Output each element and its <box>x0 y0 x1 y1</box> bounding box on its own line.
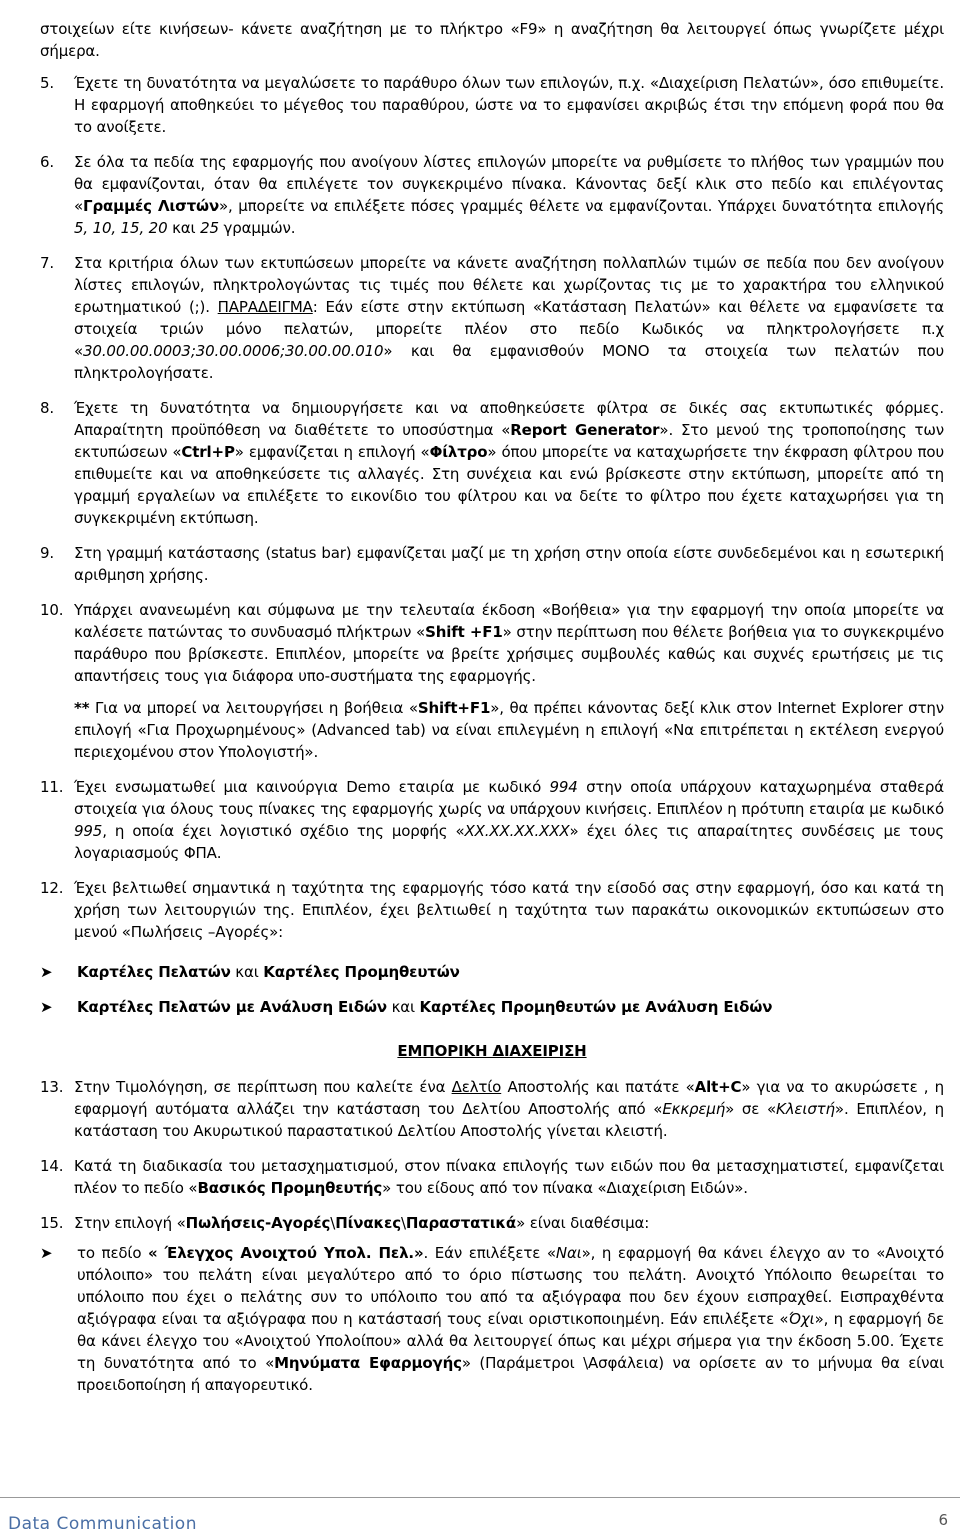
list-item-6 <box>40 151 944 239</box>
item-number: 11. <box>40 778 64 796</box>
list-item-12 <box>40 877 944 943</box>
item-text: Στα κριτήρια όλων των εκτυπώσεων μπορείτε να κάνετε αναζήτηση πολλαπλών τιμών σε πεδία που δεν ανοίγουν λίστες επιλογών, πληκτρολογώντας τις τιμές που θέλετε και χωρίζοντας τις με το χαρακτήρα του ελληνικού ερωτηματικού (;). ΠΑΡΑΔΕΙΓΜΑ: Εάν είστε στην εκτύπωση «Κατάσταση Πελατών» και θέλετε να εμφανίσετε τα στοιχεία τριών μόνο πελατών, μπορείτε πλέον στο πεδίο Κωδικός να πληκτρολογήσετε π.χ «30.00.00.0003;30.00.0006;30.00.00.010» και θα εμφανισθούν ΜΟΝΟ τα στοιχεία των πελατών που πληκτρολογήσατε. <box>74 254 944 382</box>
item-number: 13. <box>40 1078 64 1096</box>
item-number: 8. <box>40 399 55 417</box>
item-number: 14. <box>40 1157 64 1175</box>
list-item-8 <box>40 397 944 529</box>
footer-title: Data Communication <box>8 1514 197 1534</box>
item-number: 15. <box>40 1214 64 1232</box>
item-text: Στην Τιμολόγηση, σε περίπτωση που καλείτε ένα Δελτίο Αποστολής και πατάτε «Alt+C» για να το ακυρώσετε , η εφαρμογή αυτόματα αλλάζει την κατάσταση του Δελτίου Αποστολής από «Εκκρεμή» σε «Κλειστή». Επιπλέον, η κατάσταση του Ακυρωτικού παραστατικού Δελτίου Αποστολής γίνεται κλειστή. <box>74 1078 945 1140</box>
bullet-text: Καρτέλες Πελατών με Ανάλυση Ειδών και Καρτέλες Προμηθευτών με Ανάλυση Ειδών <box>77 998 773 1016</box>
item-number: 12. <box>40 879 64 897</box>
item-number: 9. <box>40 544 55 562</box>
item-number: 7. <box>40 254 55 272</box>
continuation-paragraph: στοιχείων είτε κινήσεων- κάνετε αναζήτηση με το πλήκτρο «F9» η αναζήτηση θα λειτουργεί όπως γνωρίζετε μέχρι σήμερα. <box>40 20 944 60</box>
page-content <box>40 18 944 1409</box>
item-number: 5. <box>40 74 55 92</box>
item-text: Κατά τη διαδικασία του μετασχηματισμού, στον πίνακα επιλογής των ειδών που θα μετασχηματιστεί, εμφανίζεται πλέον το πεδίο «Βασικός Προμηθευτής» του είδους από τον πίνακα «Διαχείριση Ειδών». <box>74 1157 944 1197</box>
arrow-bullet-icon: ➤ <box>40 1244 53 1262</box>
item-text: Έχετε τη δυνατότητα να μεγαλώσετε το παράθυρο όλων των επιλογών, π.χ. «Διαχείριση Πελατών», όσο επιθυμείτε. Η εφαρμογή αποθηκεύει το μέγεθος του παραθύρου, ώστε να το εμφανίσει ακριβώς έτσι την επόμενη φορά που θα το ανοίξετε. <box>74 74 944 136</box>
bullet-item <box>40 961 944 983</box>
footer-divider <box>0 1497 960 1498</box>
list-item-15 <box>40 1212 944 1234</box>
bullet-item <box>40 1242 944 1396</box>
list-item-14 <box>40 1155 944 1199</box>
list-item-13 <box>40 1076 944 1142</box>
bullet-item <box>40 996 944 1018</box>
bullet-text: Καρτέλες Πελατών και Καρτέλες Προμηθευτών <box>77 963 460 981</box>
page-number: 6 <box>938 1511 948 1529</box>
item-number: 6. <box>40 153 55 171</box>
item-text: Σε όλα τα πεδία της εφαρμογής που ανοίγουν λίστες επιλογών μπορείτε να ρυθμίσετε το πλήθος των γραμμών που θα εμφανίζονται, όταν θα επιλέγετε τον συγκεκριμένο πίνακα. Κάνοντας δεξί κλικ στο πεδίο και επιλέγοντας «Γραμμές Λιστών», μπορείτε να επιλέξετε πόσες γραμμές θέλετε να εμφανίζονται. Υπάρχει δυνατότητα επιλογής 5, 10, 15, 20 και 25 γραμμών. <box>74 153 944 237</box>
item-note: ** Για να μπορεί να λειτουργήσει η βοήθεια «Shift+F1», θα πρέπει κάνοντας δεξί κλικ στον Internet Explorer στην επιλογή «Για Προχωρημένους» (Advanced tab) να είναι επιλεγμένη η επιλογή «Να επιτρέπεται η εκτέλεση ενεργού περιεχομένου στον Υπολογιστή». <box>74 699 944 761</box>
list-item-11 <box>40 776 944 864</box>
section-heading: ΕΜΠΟΡΙΚΗ ΔΙΑΧΕΙΡΙΣΗ <box>397 1042 587 1060</box>
item-number: 10. <box>40 601 64 619</box>
page-footer <box>0 1497 960 1534</box>
arrow-bullet-icon: ➤ <box>40 998 53 1016</box>
item-text: Στη γραμμή κατάστασης (status bar) εμφανίζεται μαζί με τη χρήση στην οποία είστε συνδεδεμένοι και η εσωτερική αριθμηση χρήσης. <box>74 544 944 584</box>
item-text: Έχετε τη δυνατότητα να δημιουργήσετε και να αποθηκεύσετε φίλτρα σε δικές σας εκτυπωτικές φόρμες. Απαραίτητη προϋπόθεση να διαθέτετε το υποσύστημα «Report Generator». Στο μενού της τροποποίησης των εκτυπώσεων «Ctrl+P» εμφανίζεται η επιλογή «Φίλτρο» όπου μπορείτε να καταχωρήσετε την έκφραση φίλτρου που επιθυμείτε και να αποθηκεύσετε τις αλλαγές. Στη συνέχεια και ενώ βρίσκεστε στην εκτύπωση, μπορείτε από τη γραμμή εργαλείων να επιλέξετε το εικονίδιο του φίλτρου και να δείτε το φίλτρο που έχετε καταχωρήσει για τη συγκεκριμένη εκτύπωση. <box>74 399 945 527</box>
item-text: Υπάρχει ανανεωμένη και σύμφωνα με την τελευταία έκδοση «Βοήθεια» για την εφαρμογή την οποία μπορείτε να καλέσετε πατώντας το συνδυασμό πλήκτρων «Shift +F1» στην περίπτωση που θέλετε βοήθεια για το συγκεκριμένο παράθυρο που βρίσκεστε. Επιπλέον, μπορείτε να βρείτε χρήσιμες συμβουλές καθώς και συχνές ερωτήσεις με τις απαντήσεις τους για διάφορα υπο-συστήματα της εφαρμογής. <box>74 601 945 685</box>
list-item-9 <box>40 542 944 586</box>
list-item-7 <box>40 252 944 384</box>
item-text: Έχει βελτιωθεί σημαντικά η ταχύτητα της εφαρμογής τόσο κατά την είσοδό σας στην εφαρμογή, όσο και κατά τη χρήση των λειτουργιών της. Επιπλέον, έχει βελτιωθεί η ταχύτητα των παρακάτω οικονομικών εκτυπώσεων στο μενού «Πωλήσεις –Αγορές»: <box>74 879 944 941</box>
item-text: Στην επιλογή «Πωλήσεις-Αγορές\Πίνακες\Παραστατικά» είναι διαθέσιμα: <box>74 1214 650 1232</box>
list-item-5 <box>40 72 944 138</box>
item-text: Έχει ενσωματωθεί μια καινούργια Demo εταιρία με κωδικό 994 στην οποία υπάρχουν καταχωρημένα σταθερά στοιχεία για όλους τους πίνακες της εφαρμογής χωρίς να υπάρχουν κινήσεις. Επιπλέον η πρότυπη εταιρία με κωδικό 995, η οποία έχει λογιστικό σχέδιο της μορφής «XX.XX.XX.XXX» έχει όλες τις απαραίτητες συνδέσεις με τους λογαριασμούς ΦΠΑ. <box>74 778 945 862</box>
bullet-text: το πεδίο « Έλεγχος Ανοιχτού Υπολ. Πελ.». Εάν επιλέξετε «Ναι», η εφαρμογή θα κάνει έλεγχο αν το «Ανοιχτό υπόλοιπο» του πελάτη είναι μεγαλύτερο από το όριο πίστωσης του πελάτη. Ανοιχτό Υπόλοιπο θεωρείται το υπόλοιπο που έχει ο πελάτης συν το υπόλοιπο του από τα αξιόγραφα που δεν έχουν εισπραχθεί. Εισπραχθέντα αξιόγραφα είναι τα αξιόγραφα που η κατάστασή τους είναι οριστικοποιημένη. Εάν επιλέξετε «Όχι», η εφαρμογή δε θα κάνει έλεγχο του «Ανοιχτού Υπολοίπου» αλλά θα λειτουργεί όπως και μέχρι σήμερα για την έκδοση 5.00. Έχετε τη δυνατότητα από το «Μηνύματα Εφαρμογής» (Παράμετροι \Ασφάλεια) να ορίσετε αν το μήνυμα θα είναι προειδοποίηση ή απαγορευτικό. <box>77 1244 944 1394</box>
arrow-bullet-icon: ➤ <box>40 963 53 981</box>
list-item-10 <box>40 599 944 763</box>
